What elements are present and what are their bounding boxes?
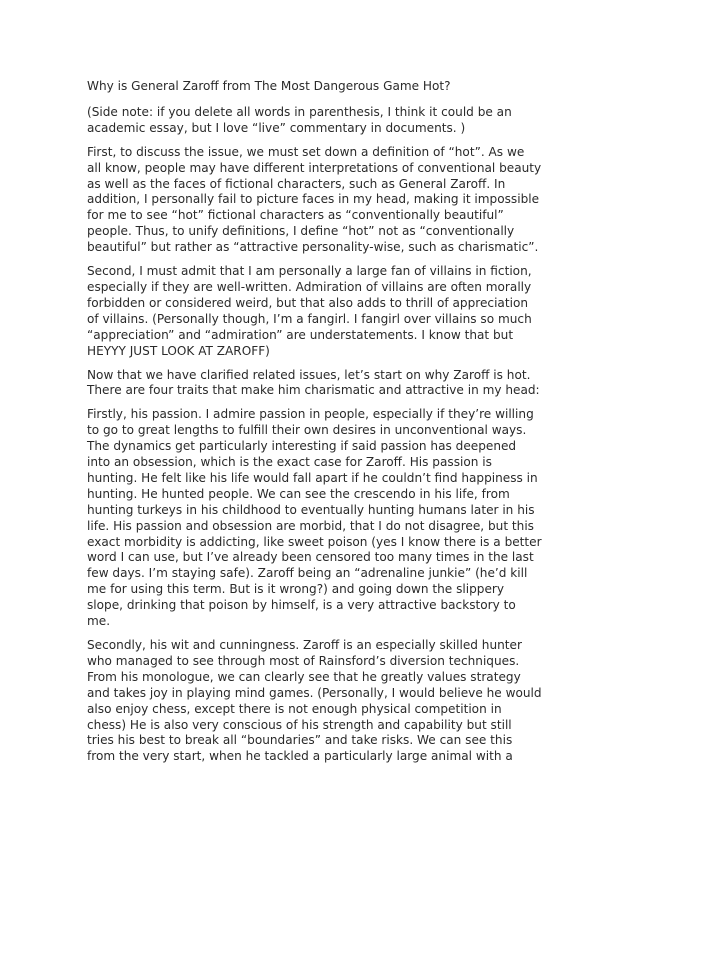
document-title: Why is General Zaroff from The Most Dangerous Game Hot?	[87, 79, 451, 93]
paragraph-definition: First, to discuss the issue, we must set down a definition of “hot”. As we all know, people may have different interpretations of conventional beauty as well as the faces of fictional characters, such as General Zaroff. In addition, I personally fail to picture faces in my head, making it impossible for me to see “hot” fictional characters as “conventionally beautiful” people. Thus, to unify definitions, I define “hot” not as “conventionally beautiful” but rather as “attractive personality-wise, such as charismatic”.	[87, 144, 542, 255]
paragraph-passion: Firstly, his passion. I admire passion in people, especially if they’re willing to go to great lengths to fulfill their own desires in unconventional ways. The dynamics get particularly interesting if said passion has deepened into an obsession, which is the exact case for Zaroff. His passion is hunting. He felt like his life would fall apart if he couldn’t find happiness in hunting. He hunted people. We can see the crescendo in his life, from hunting turkeys in his childhood to eventually hunting humans later in his life. His passion and obsession are morbid, that I do not disagree, but this exact morbidity is addicting, like sweet poison (yes I know there is a better word I can use, but I’ve already been censored too many times in the last few days. I’m staying safe). Zaroff being an “adrenaline junkie” (he’d kill me for using this term. But is it wrong?) and going down the slippery slope, drinking that poison by himself, is a very attractive backstory to me.	[87, 407, 542, 629]
document-body	[87, 79, 639, 773]
paragraph-transition: Now that we have clarified related issues, let’s start on why Zaroff is hot. There are four traits that make him charismatic and attractive in my head:	[87, 367, 540, 398]
paragraph-wit: Secondly, his wit and cunningness. Zaroff is an especially skilled hunter who managed to see through most of Rainsford’s diversion techniques. From his monologue, we can clearly see that he greatly values strategy and takes joy in playing mind games. (Personally, I would believe he would also enjoy chess, except there is not enough physical competition in chess) He is also very conscious of his strength and capability but still tries his best to break all “boundaries” and take risks. We can see this from the very start, when he tackled a particularly large animal with a	[87, 638, 542, 764]
paragraph-villains: Second, I must admit that I am personally a large fan of villains in fiction, especially if they are well-written. Admiration of villains are often morally forbidden or considered weird, but that also adds to thrill of appreciation of villains. (Personally though, I’m a fangirl. I fangirl over villains so much “appreciation” and “admiration” are understatements. I know that but HEYYY JUST LOOK AT ZAROFF)	[87, 264, 532, 358]
paragraph-side-note: (Side note: if you delete all words in parenthesis, I think it could be an academic essay, but I love “live” commentary in documents. )	[87, 104, 512, 135]
